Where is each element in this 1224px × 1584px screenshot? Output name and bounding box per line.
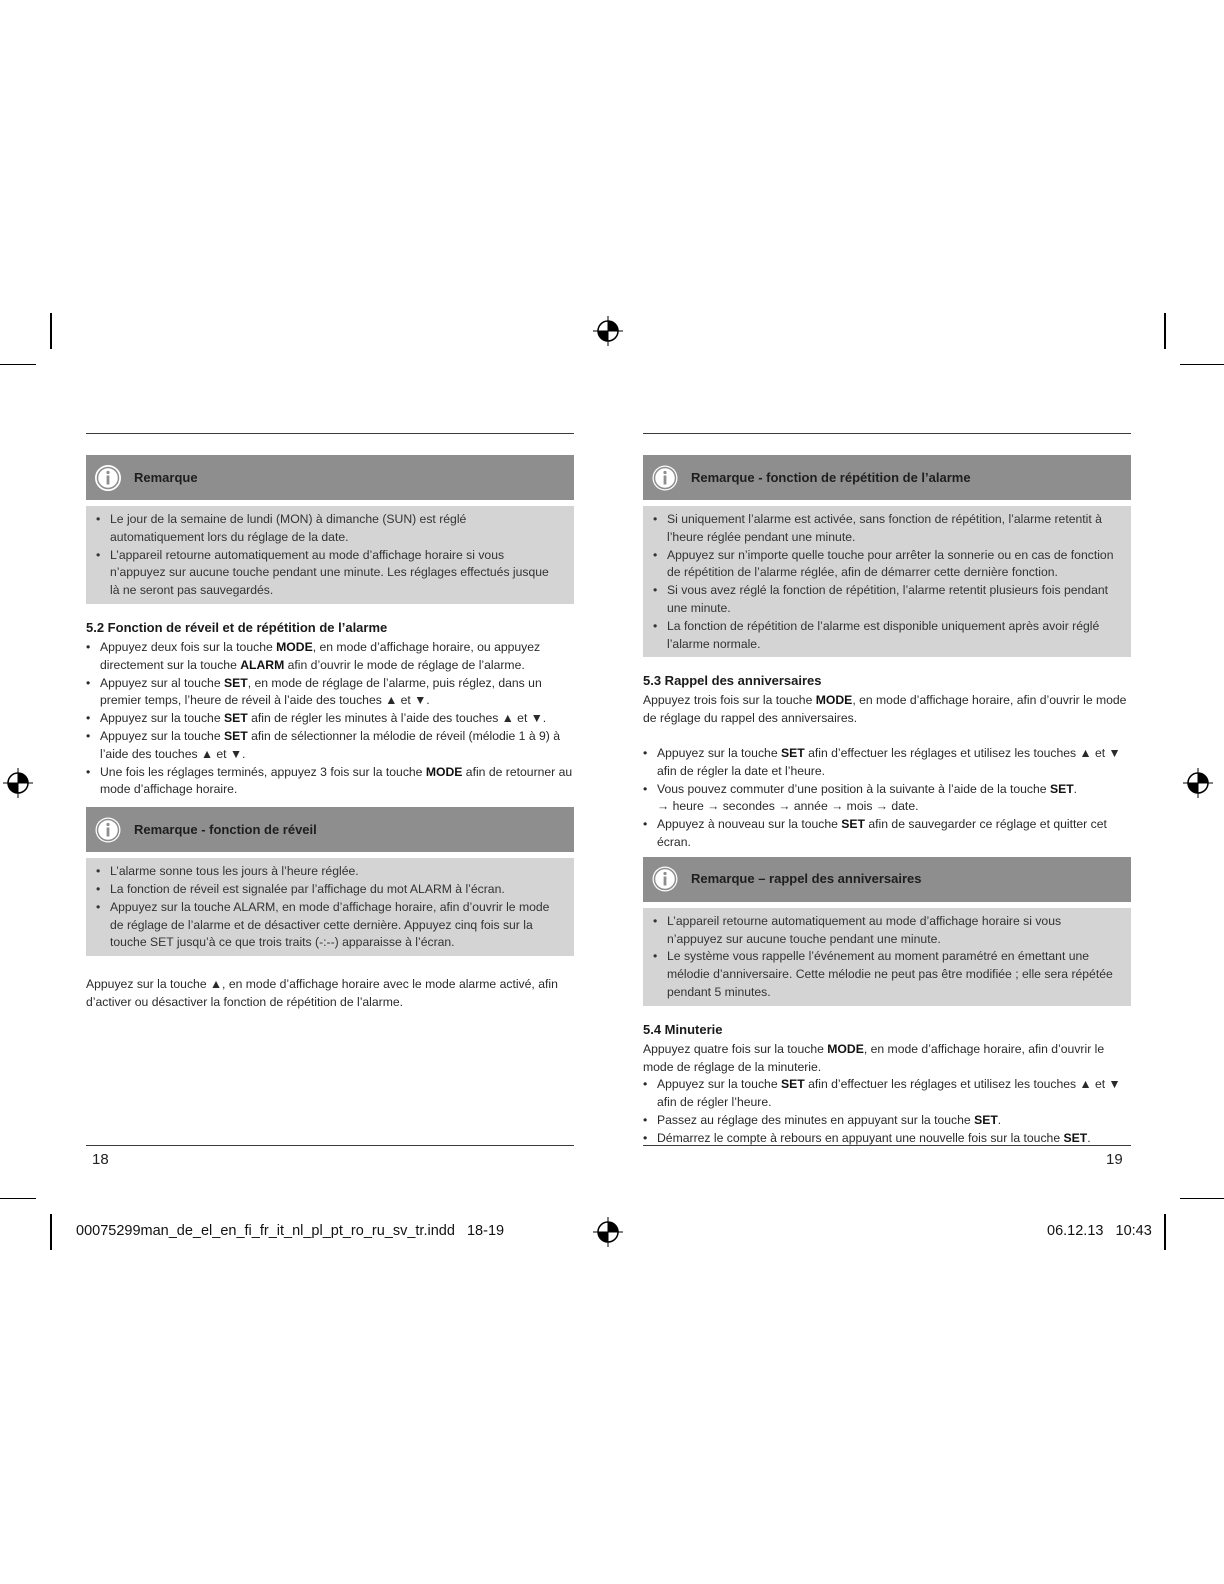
section-heading: 5.2 Fonction de réveil et de répétition de l’alarme <box>86 619 388 635</box>
note-item: • La fonction de réveil est signalée par l’affichage du mot ALARM à l’écran. <box>96 881 560 899</box>
key-label: MODE <box>276 639 313 654</box>
note-body <box>86 858 574 956</box>
key-label: SET <box>223 675 248 690</box>
registration-mark-icon <box>593 1217 623 1247</box>
note-body <box>86 506 574 604</box>
note-box <box>643 455 1131 657</box>
note-box <box>86 807 574 956</box>
key-label: SET <box>780 1077 805 1092</box>
page-number: 18 <box>92 1151 109 1168</box>
registration-mark-icon <box>593 316 623 346</box>
key-label: SET <box>1049 781 1074 796</box>
note-box <box>86 455 574 604</box>
left-page-column <box>86 455 574 1012</box>
note-item: • Si vous avez réglé la fonction de répétition, l’alarme retentit plusieurs fois pendant une minute. <box>653 582 1117 618</box>
note-title: Remarque - fonction de répétition de l’alarme <box>691 469 971 485</box>
slug-filename: 00075299man_de_el_en_fi_fr_it_nl_pl_pt_ro_ru_sv_tr.indd 18-19 <box>76 1223 505 1239</box>
note-item: • Le système vous rappelle l’événement au moment paramétré en émettant une mélodie d’anniversaire. Cette mélodie ne peut pas être modifiée ; elle sera répétée pendant 5 minutes. <box>653 948 1117 1001</box>
key-label: SET <box>974 1112 998 1127</box>
note-item: • Appuyez sur n’importe quelle touche pour arrêter la sonnerie ou en cas de fonction de répétition de l’alarme réglée, afin de démarrer cette dernière fonction. <box>653 547 1117 583</box>
crop-mark <box>1180 1198 1224 1199</box>
paragraph: Appuyez trois fois sur la touche MODE, en mode d’affichage horaire, afin d’ouvrir le mode de réglage du rappel des anniversaires. <box>643 693 1127 726</box>
info-icon <box>651 464 679 492</box>
crop-mark <box>1164 1214 1166 1250</box>
note-header <box>86 807 574 852</box>
top-rule-left <box>86 433 574 434</box>
note-body <box>643 908 1131 1006</box>
key-label: SET <box>841 817 865 832</box>
crop-mark <box>50 1214 52 1250</box>
note-box <box>643 857 1131 1006</box>
section-heading: 5.4 Minuterie <box>643 1021 723 1037</box>
crop-mark <box>0 1198 36 1199</box>
list-item: • Appuyez deux fois sur la touche MODE, en mode d’affichage horaire, ou appuyez directement sur la touche ALARM afin d’ouvrir le mode de réglage de l’alarme. <box>86 639 574 675</box>
list-item: • Une fois les réglages terminés, appuyez 3 fois sur la touche MODE afin de retourner au mode d’affichage horaire. <box>86 764 574 800</box>
key-label: SET <box>780 745 805 760</box>
note-item: • L’alarme sonne tous les jours à l’heure réglée. <box>96 863 560 881</box>
right-page-column <box>643 455 1131 1148</box>
top-rule-right <box>643 433 1131 434</box>
info-icon <box>651 865 679 893</box>
note-body <box>643 506 1131 657</box>
note-title: Remarque <box>134 469 198 485</box>
paragraph: Appuyez quatre fois sur la touche MODE, en mode d’affichage horaire, afin d’ouvrir le mode de réglage de la minuterie. <box>643 1041 1105 1074</box>
note-item: • L’appareil retourne automatiquement au mode d’affichage horaire si vous n’appuyez sur aucune touche pendant une minute. Les réglages effectués jusque là ne seront pas sauvegardés. <box>96 547 560 600</box>
list-item: • Vous pouvez commuter d’une position à la suivante à l’aide de la touche SET. → heure → secondes → année → mois → date. <box>643 781 1131 817</box>
note-item: • Le jour de la semaine de lundi (MON) à dimanche (SUN) est réglé automatiquement lors du réglage de la date. <box>96 511 560 547</box>
bottom-rule-left <box>86 1145 574 1146</box>
setting-sequence: → heure → secondes → année → mois → date. <box>657 799 919 814</box>
page-number: 19 <box>1106 1151 1123 1168</box>
list-item: • Démarrez le compte à rebours en appuyant une nouvelle fois sur la touche SET. <box>643 1130 1131 1148</box>
slug-date: 06.12.13 10:43 <box>1047 1223 1152 1239</box>
key-label: ALARM <box>240 657 285 672</box>
list-item: • Passez au réglage des minutes en appuyant sur la touche SET. <box>643 1112 1131 1130</box>
paragraph: Appuyez sur la touche ▲, en mode d’affichage horaire avec le mode alarme activé, afin d’activer ou désactiver la fonction de répétition de l’alarme. <box>86 977 558 1009</box>
section-heading: 5.3 Rappel des anniversaires <box>643 673 822 689</box>
list-item: • Appuyez sur la touche SET afin d’effectuer les réglages et utilisez les touches ▲ et ▼ afin de régler l’heure. <box>643 1076 1131 1112</box>
list-item: • Appuyez sur la touche SET afin de régler les minutes à l’aide des touches ▲ et ▼. <box>86 710 574 728</box>
note-item: • La fonction de répétition de l’alarme est disponible uniquement après avoir réglé l’alarme normale. <box>653 618 1117 654</box>
key-label: MODE <box>827 1041 864 1056</box>
info-icon <box>94 816 122 844</box>
crop-mark <box>50 313 52 349</box>
list-item: • Appuyez sur la touche SET afin d’effectuer les réglages et utilisez les touches ▲ et ▼ afin de régler la date et l’heure. <box>643 745 1131 781</box>
list-item: • Appuyez sur la touche SET afin de sélectionner la mélodie de réveil (mélodie 1 à 9) à l’aide des touches ▲ et ▼. <box>86 728 574 764</box>
key-label: SET <box>223 728 248 743</box>
note-header <box>643 857 1131 902</box>
info-icon <box>94 464 122 492</box>
note-item: • Appuyez sur la touche ALARM, en mode d’affichage horaire, afin d’ouvrir le mode de réglage de l’alarme et de désactiver cette dernière. Appuyez cinq fois sur la touche SET jusqu’à ce que trois traits (-:--) apparaisse à l’écran. <box>96 899 560 952</box>
registration-mark-icon <box>1183 768 1213 798</box>
crop-mark <box>0 364 36 365</box>
note-header <box>643 455 1131 500</box>
list-item: • Appuyez sur al touche SET, en mode de réglage de l’alarme, puis réglez, dans un premier temps, l’heure de réveil à l’aide des touches ▲ et ▼. <box>86 675 574 711</box>
crop-mark <box>1164 313 1166 349</box>
note-item: • Si uniquement l’alarme est activée, sans fonction de répétition, l’alarme retentit à l’heure réglée pendant une minute. <box>653 511 1117 547</box>
crop-mark <box>1180 364 1224 365</box>
key-label: MODE <box>815 693 853 708</box>
list-item: • Appuyez à nouveau sur la touche SET afin de sauvegarder ce réglage et quitter cet écran. <box>643 816 1131 852</box>
note-item: • L’appareil retourne automatiquement au mode d’affichage horaire si vous n’appuyez sur aucune touche pendant une minute. <box>653 913 1117 949</box>
key-label: MODE <box>425 764 463 779</box>
note-header <box>86 455 574 500</box>
registration-mark-icon <box>3 768 33 798</box>
key-label: SET <box>223 711 248 726</box>
key-label: SET <box>1063 1130 1088 1145</box>
note-title: Remarque – rappel des anniversaires <box>691 871 922 887</box>
note-title: Remarque - fonction de réveil <box>134 821 317 837</box>
